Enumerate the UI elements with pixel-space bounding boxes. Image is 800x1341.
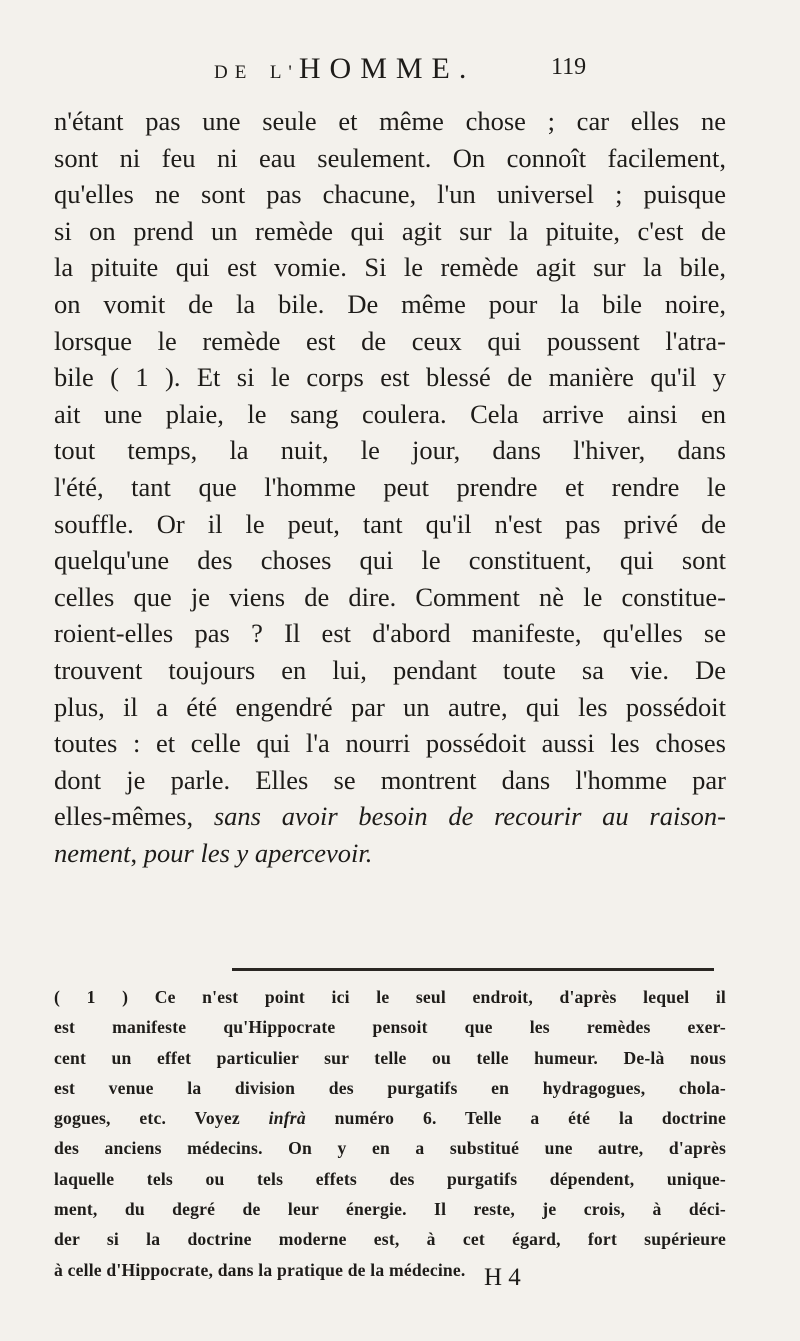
body-roman-text: elles-mêmes,	[54, 801, 194, 832]
body-line: souffle. Or il le peut, tant qu'il n'est pas privé de	[54, 508, 726, 539]
body-italic-text: nement	[54, 837, 131, 868]
footnote-line: der si la doctrine moderne est, à cet égard, fort supérieure	[54, 1229, 726, 1250]
footnote-roman-text: numéro 6. Telle a été la doctrine	[334, 1108, 726, 1129]
body-italic-text: sans avoir besoin de recourir au raison-	[213, 801, 726, 832]
running-head-article: L'	[269, 62, 299, 83]
body-line: sont ni feu ni eau seulement. On connoît facilement,	[54, 142, 726, 173]
footnote-line: laquelle tels ou tels effets des purgatifs dépendent, unique-	[54, 1168, 726, 1189]
footnote-divider	[232, 968, 714, 971]
footnote-roman-text: gogues, etc. Voyez	[54, 1108, 240, 1129]
body-line: l'été, tant que l'homme peut prendre et rendre le	[54, 471, 726, 502]
body-line: celles que je viens de dire. Comment nè le constitue-	[54, 581, 726, 612]
running-head-word: HOMME.	[298, 52, 476, 85]
footnote-italic-text: infrà	[268, 1108, 306, 1129]
body-line: ait une plaie, le sang coulera. Cela arrive ainsi en	[54, 398, 726, 429]
body-line: toutes : et celle qui l'a nourri possédoit aussi les choses	[54, 728, 726, 759]
body-line: bile ( 1 ). Et si le corps est blessé de manière qu'il y	[54, 362, 726, 393]
footnote-line: des anciens médecins. On y en a substitué une autre, d'après	[54, 1138, 726, 1159]
running-head-prefix: DE	[214, 62, 254, 83]
body-line: roient-elles pas ? Il est d'abord manifeste, qu'elles se	[54, 618, 726, 649]
footnote	[54, 982, 726, 1285]
body-text	[54, 103, 726, 871]
body-line: quelqu'une des choses qui le constituent, qui sont	[54, 545, 726, 576]
body-line-mixed	[54, 835, 726, 872]
body-line: si on prend un remède qui agit sur la pituite, c'est de	[54, 215, 726, 246]
running-head	[0, 52, 800, 92]
body-line-mixed	[54, 798, 726, 835]
footnote-line: est venue la division des purgatifs en hydragogues, chola-	[54, 1077, 726, 1098]
body-roman-text: ,	[130, 837, 138, 868]
footnote-line: ( 1 ) Ce n'est point ici le seul endroit, d'après lequel il	[54, 987, 726, 1007]
footnote-line: ment, du degré de leur énergie. Il reste, je crois, à déci-	[54, 1199, 726, 1220]
body-line: n'étant pas une seule et même chose ; car elles ne	[54, 106, 726, 136]
body-line: tout temps, la nuit, le jour, dans l'hiver, dans	[54, 435, 726, 466]
body-line: la pituite qui est vomie. Si le remède agit sur la bile,	[54, 252, 726, 283]
body-line: qu'elles ne sont pas chacune, l'un universel ; puisque	[54, 179, 726, 210]
body-italic-text: pour les y apercevoir.	[143, 837, 373, 868]
body-line: trouvent toujours en lui, pendant toute sa vie. De	[54, 654, 726, 685]
body-line: plus, il a été engendré par un autre, qui les possédoit	[54, 691, 726, 722]
page-number: 119	[551, 54, 587, 80]
body-line: lorsque le remède est de ceux qui poussent l'atra-	[54, 325, 726, 356]
footnote-line-mixed	[54, 1103, 726, 1133]
body-line: on vomit de la bile. De même pour la bile noire,	[54, 288, 726, 319]
signature-mark: H 4	[484, 1264, 521, 1291]
footnote-line: est manifeste qu'Hippocrate pensoit que les remèdes exer-	[54, 1017, 726, 1038]
footnote-line: cent un effet particulier sur telle ou telle humeur. De-là nous	[54, 1047, 726, 1068]
running-head-title	[214, 52, 475, 86]
footnote-line: à celle d'Hippocrate, dans la pratique de la médecine.	[54, 1259, 466, 1280]
body-line: dont je parle. Elles se montrent dans l'homme par	[54, 764, 726, 795]
